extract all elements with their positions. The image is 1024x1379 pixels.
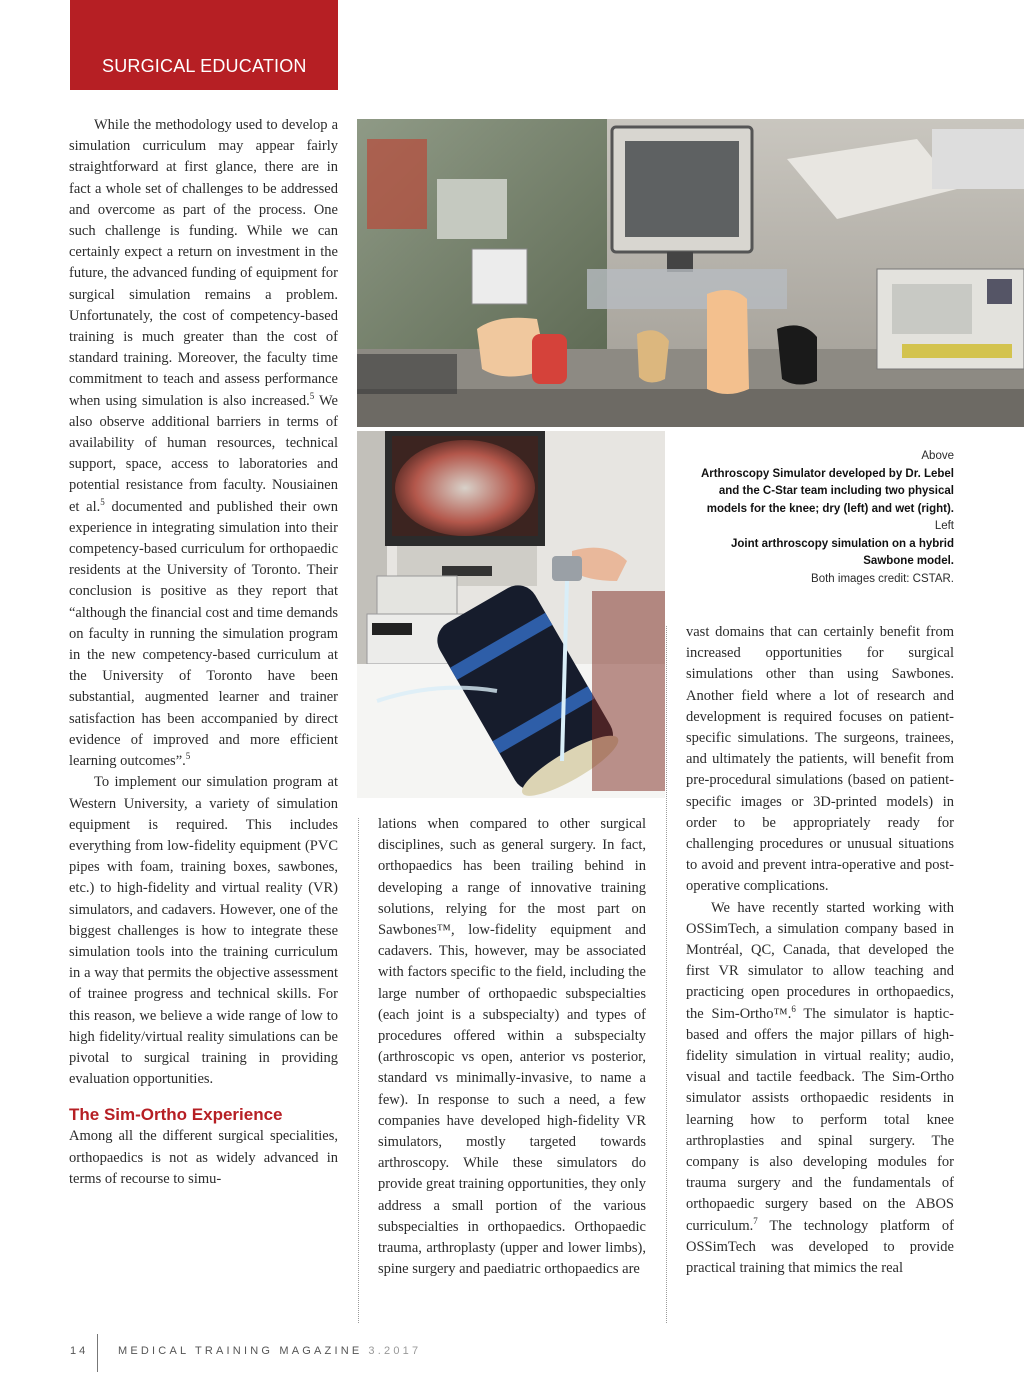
section-header-tab [70, 0, 338, 90]
column-divider [666, 626, 667, 1323]
reference-marker: 5 [100, 496, 105, 507]
paragraph: Among all the different surgical specialities, orthopaedics is not as widely advanced in terms of recourse to simu- [69, 1128, 338, 1187]
article-column-3 [686, 622, 954, 1279]
section-heading: The Sim-Ortho Experience [69, 1105, 283, 1125]
caption-above-text: Arthroscopy Simulator developed by Dr. Lebel and the C-Star team including two physical models for the knee; dry (left) and wet (right). [700, 467, 954, 515]
paragraph: To implement our simulation program at Western University, a variety of simulation equipment is required. This includes everything from low-fidelity equipment (PVC pipes with foam, training boxes, sawbones, etc.) to high-fidelity and virtual reality (VR) simulators, and cadavers. However, one of the biggest challenges is how to integrate these simulation tools into the training curriculum in a way that permits the objective assessment of trainee progress and technical skills. For this reason, we believe a wide range of low to high fidelity/virtual reality simulations can be pivotal to surgical training in providing evaluation opportunities. [69, 774, 338, 1088]
paragraph-text: The simulator is haptic-based and offers the major pillars of high-fidelity simulation in virtual reality; audio, visual and tactile feedback. The Sim-Ortho simulator assists orthopaedic residents in learning how to perform total knee arthroplasties and spinal surgery. The company is also developing modules for trauma surgery and the fundamentals of orthopaedic surgery based on the ABOS curriculum. [686, 1005, 955, 1234]
article-column-1 [69, 115, 338, 1190]
paragraph: vast domains that can certainly benefit from increased opportunities for surgical simulations other than using Sawbones. Another field where a lot of research and development is required focuses on patient-specific simulations. The surgeons, trainees, and ultimately the patients, will benefit from pre-procedural simulations (based on patient-specific images or 3D-printed models) in order to be appropriately ready for challenging procedures or unusual situations to avoid and prevent intra-operative and post-operative complications. [686, 624, 954, 895]
footer-divider [97, 1334, 98, 1372]
joint-arthroscopy-photo [357, 431, 665, 798]
arthroscopy-simulator-photo [357, 119, 1024, 427]
column-divider [358, 818, 359, 1323]
paragraph-text: While the methodology used to develop a simulation curriculum may appear fairly straightforward at first glance, there are in fact a whole set of challenges to be addressed and overcome as part of the process. One such challenge is funding. While we can certainly expect a return on investment in the future, the advanced funding of equipment for surgical simulation remains a problem. Unfortunately, the cost of competency-based training is much greater than the cost of standard training. Moreover, the faculty time commitment to teach and assess performance when using simulation is also increased. [69, 117, 338, 409]
paragraph-text: The technology platform of OSSimTech was developed to provide practical training that mimics the real [686, 1217, 954, 1277]
paragraph-text: We also observe additional barriers in terms of availability of human resources, technical support, space, access to laboratories and potential resistance from faculty. Nousiainen et al. [69, 392, 338, 515]
paragraph: lations when compared to other surgical disciplines, such as general surgery. In fact, orthopaedics has been trailing behind in developing a range of innovative training solutions, relying for the most part on Sawbones™, low-fidelity equipment and cadavers. This, however, may be associated with factors specific to the field, including the large number of orthopaedic subspecialties (each joint is a subspecialty) and types of procedures offered within a subspecialty (arthroscopic vs open, anterior vs posterior, standard vs minimally-invasive, to name a few). In response to such a need, a few companies have developed high-fidelity VR simulators, mostly targeted towards arthroscopy. While these simulators do provide great training opportunities, they only address a small portion of the various subspecialties in orthopaedics. Orthopaedic trauma, arthroplasty (upper and lower limbs), spine surgery and paediatric orthopaedics are [378, 816, 646, 1278]
reference-marker: 5 [309, 390, 315, 401]
caption-above-label: Above [921, 450, 954, 462]
reference-marker: 6 [791, 1003, 796, 1014]
caption-credit: Both images credit: CSTAR. [811, 572, 954, 585]
page-footer [70, 1340, 670, 1370]
section-title: SURGICAL EDUCATION [102, 56, 307, 76]
paragraph-text: We have recently started working with OSSimTech, a simulation company based in Montréal, QC, Canada, that developed the first VR simulator to allow teaching and practicing open procedures in orthopaedics, the Sim-Ortho™. [686, 899, 954, 1022]
paragraph-text: documented and published their own experience in integrating simulation into their competency-based curriculum for orthopaedic residents at the University of Toronto. Their conclusion is positive as they report that “although the financial cost and time demands on faculty in running the simulation program in the new competency-based curriculum at the University of Toronto have been substantial, augmented learner and trainer satisfaction has been accompanied by direct evidence of improved and more efficient learning outcomes”. [69, 498, 338, 770]
issue-date: 3.2017 [368, 1345, 422, 1357]
paragraph [686, 898, 954, 1280]
article-column-2 [378, 814, 646, 1280]
caption-left-text: Joint arthroscopy simulation on a hybrid Sawbone model. [731, 537, 954, 567]
magazine-name [118, 1345, 421, 1357]
photo-caption [678, 448, 954, 588]
reference-marker: 7 [753, 1215, 758, 1226]
page-number: 14 [70, 1345, 89, 1357]
arthroscopy-scene-illustration [357, 431, 665, 798]
reference-marker: 5 [185, 751, 191, 762]
paragraph [69, 115, 338, 772]
caption-left-label: Left [934, 520, 954, 532]
lab-scene-illustration [357, 119, 1024, 427]
magazine-title: MEDICAL TRAINING MAGAZINE [118, 1345, 363, 1357]
